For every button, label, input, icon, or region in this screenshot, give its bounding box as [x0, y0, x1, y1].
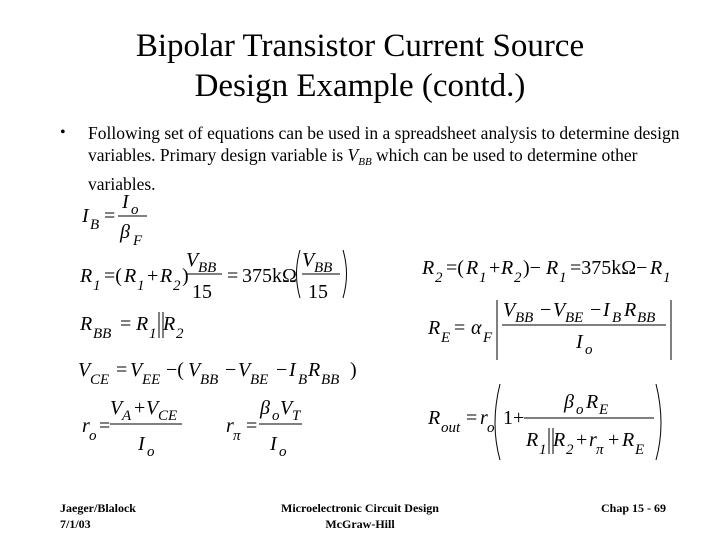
svg-text:BB: BB: [198, 260, 217, 276]
svg-text:T: T: [292, 408, 301, 424]
svg-text:R: R: [136, 313, 149, 335]
svg-text:o: o: [576, 402, 584, 418]
svg-text:): ): [350, 359, 357, 381]
svg-text:R: R: [80, 313, 93, 335]
svg-text:A: A: [122, 408, 132, 424]
footer-date: 7/1/03: [60, 517, 91, 531]
svg-text:R: R: [546, 257, 559, 279]
svg-text:R: R: [422, 257, 435, 279]
svg-text:o: o: [272, 408, 280, 424]
svg-text:E: E: [441, 330, 451, 346]
svg-text:o: o: [131, 202, 139, 218]
svg-text:1: 1: [539, 442, 547, 458]
footer-publisher: McGraw-Hill: [325, 517, 395, 531]
svg-text:1: 1: [559, 270, 567, 286]
svg-text:β: β: [120, 221, 130, 243]
svg-text:R: R: [624, 299, 637, 321]
svg-text:BB: BB: [314, 260, 333, 276]
svg-text:1: 1: [663, 270, 671, 286]
equation-re: [427, 299, 671, 360]
svg-text:E: E: [599, 402, 609, 418]
svg-text:+: +: [576, 429, 588, 451]
svg-text:I: I: [603, 299, 610, 321]
svg-text:+: +: [489, 257, 501, 279]
svg-text:2: 2: [176, 326, 184, 342]
svg-text:o: o: [147, 444, 155, 460]
svg-text:R: R: [586, 391, 599, 413]
svg-text:−: −: [225, 359, 237, 381]
svg-text:I: I: [270, 433, 277, 455]
equation-ro: [82, 397, 182, 460]
svg-text:B: B: [612, 310, 622, 326]
svg-text:R: R: [466, 257, 479, 279]
svg-text:I: I: [138, 433, 145, 455]
bullet-after: which can be used to determine other variables.: [88, 145, 638, 194]
bullet-before: Following set of equations can be used in a spreadsheet analysis to determine design variables. Primary design variable is: [88, 123, 680, 165]
svg-text:1+: 1+: [503, 407, 525, 429]
svg-text:β: β: [260, 397, 270, 419]
svg-text:BE: BE: [250, 372, 269, 388]
svg-text:B: B: [298, 372, 308, 388]
svg-text:V: V: [78, 359, 91, 381]
svg-text:V: V: [238, 359, 251, 381]
svg-text:): ): [182, 265, 189, 287]
svg-text:E: E: [635, 442, 645, 458]
svg-text:R: R: [80, 265, 93, 287]
svg-text:+: +: [608, 429, 620, 451]
svg-text:V: V: [503, 299, 516, 321]
svg-text:α: α: [471, 317, 482, 339]
svg-text:V: V: [130, 359, 143, 381]
svg-text:2: 2: [173, 278, 181, 294]
svg-text:15: 15: [192, 281, 212, 303]
svg-text:BB: BB: [515, 310, 534, 326]
svg-text:+: +: [134, 397, 146, 419]
svg-text:R: R: [428, 407, 441, 429]
svg-text:B: B: [90, 217, 100, 233]
svg-text:2: 2: [435, 270, 443, 286]
svg-text:r: r: [82, 415, 90, 437]
svg-text:F: F: [483, 330, 493, 346]
title-line-1: Bipolar Transistor Current Source: [135, 28, 585, 64]
svg-text:EE: EE: [142, 372, 161, 388]
svg-text:V: V: [110, 397, 123, 419]
svg-text:V: V: [186, 249, 199, 271]
svg-text:=375kΩ−: =375kΩ−: [570, 257, 648, 279]
svg-text:R: R: [163, 313, 176, 335]
equation-ib: [81, 192, 147, 249]
bullet-variable: V: [347, 145, 359, 165]
title-line-2: Design Example (contd.): [194, 68, 526, 104]
svg-text:R: R: [526, 429, 539, 451]
equation-rbb: [79, 312, 184, 342]
svg-text:π: π: [233, 428, 241, 444]
svg-text:=: =: [246, 415, 258, 437]
svg-text:=: =: [104, 205, 116, 227]
svg-text:BB: BB: [321, 372, 340, 388]
svg-text:V: V: [146, 397, 159, 419]
bullet-dot: •: [60, 124, 66, 141]
svg-text:r: r: [589, 429, 597, 451]
svg-text:=: =: [466, 407, 478, 429]
svg-text:2: 2: [566, 442, 574, 458]
svg-text:V: V: [553, 299, 566, 321]
svg-text:F: F: [133, 233, 143, 249]
slide-title: [0, 26, 720, 106]
svg-text:CE: CE: [90, 372, 110, 388]
svg-text:)−: )−: [523, 257, 541, 279]
svg-text:1: 1: [479, 270, 487, 286]
svg-text:375kΩ: 375kΩ: [242, 265, 297, 287]
svg-text:π: π: [596, 442, 604, 458]
svg-text:I: I: [82, 205, 89, 227]
svg-text:BE: BE: [565, 310, 584, 326]
svg-text:o: o: [89, 428, 97, 444]
equation-rpi: [226, 397, 302, 460]
svg-text:CE: CE: [158, 408, 178, 424]
bullet-variable-sub: BB: [358, 156, 372, 168]
footer-chapter: Chap 15 - 69: [600, 501, 666, 515]
svg-text:R: R: [501, 257, 514, 279]
svg-text:R: R: [650, 257, 663, 279]
svg-text:=: =: [99, 415, 111, 437]
svg-text:−: −: [540, 299, 552, 321]
svg-text:=: =: [227, 265, 239, 287]
svg-text:V: V: [280, 397, 293, 419]
svg-text:R: R: [308, 359, 321, 381]
svg-text:1: 1: [137, 278, 145, 294]
footer-author: Jaeger/Blalock: [60, 501, 136, 515]
svg-text:R: R: [553, 429, 566, 451]
svg-text:−: −: [276, 359, 288, 381]
svg-text:r: r: [226, 415, 234, 437]
svg-text:+: +: [147, 265, 159, 287]
svg-text:=: =: [116, 359, 128, 381]
equation-area: [0, 192, 720, 472]
bullet-text: [88, 122, 680, 195]
svg-text:−(: −(: [166, 359, 184, 381]
equation-vce: [78, 359, 357, 388]
svg-text:BB: BB: [93, 326, 112, 342]
svg-text:I: I: [122, 192, 129, 213]
svg-text:BB: BB: [200, 372, 219, 388]
svg-text:=(: =(: [446, 257, 464, 279]
equation-r1: [79, 249, 347, 303]
svg-text:R: R: [124, 265, 137, 287]
svg-text:R: R: [428, 317, 441, 339]
svg-text:I: I: [576, 331, 583, 353]
svg-text:=: =: [120, 313, 132, 335]
svg-text:R: R: [160, 265, 173, 287]
footer-book: Microelectronic Circuit Design: [281, 501, 439, 515]
svg-text:o: o: [487, 420, 495, 436]
svg-text:1: 1: [149, 326, 157, 342]
svg-text:2: 2: [514, 270, 522, 286]
svg-text:o: o: [585, 342, 593, 358]
svg-text:BB: BB: [637, 310, 656, 326]
svg-text:r: r: [480, 407, 488, 429]
svg-text:o: o: [279, 444, 287, 460]
svg-text:out: out: [441, 420, 461, 436]
bullet-paragraph: [60, 122, 680, 195]
svg-text:=(: =(: [104, 265, 122, 287]
svg-text:=: =: [454, 317, 466, 339]
svg-text:β: β: [564, 391, 574, 413]
svg-text:−: −: [590, 299, 602, 321]
svg-text:V: V: [302, 249, 315, 271]
svg-text:V: V: [188, 359, 201, 381]
equation-rout: [427, 384, 661, 460]
svg-text:1: 1: [93, 278, 101, 294]
equation-r2: [421, 257, 671, 286]
svg-text:I: I: [289, 359, 296, 381]
svg-text:15: 15: [308, 281, 328, 303]
svg-text:R: R: [622, 429, 635, 451]
